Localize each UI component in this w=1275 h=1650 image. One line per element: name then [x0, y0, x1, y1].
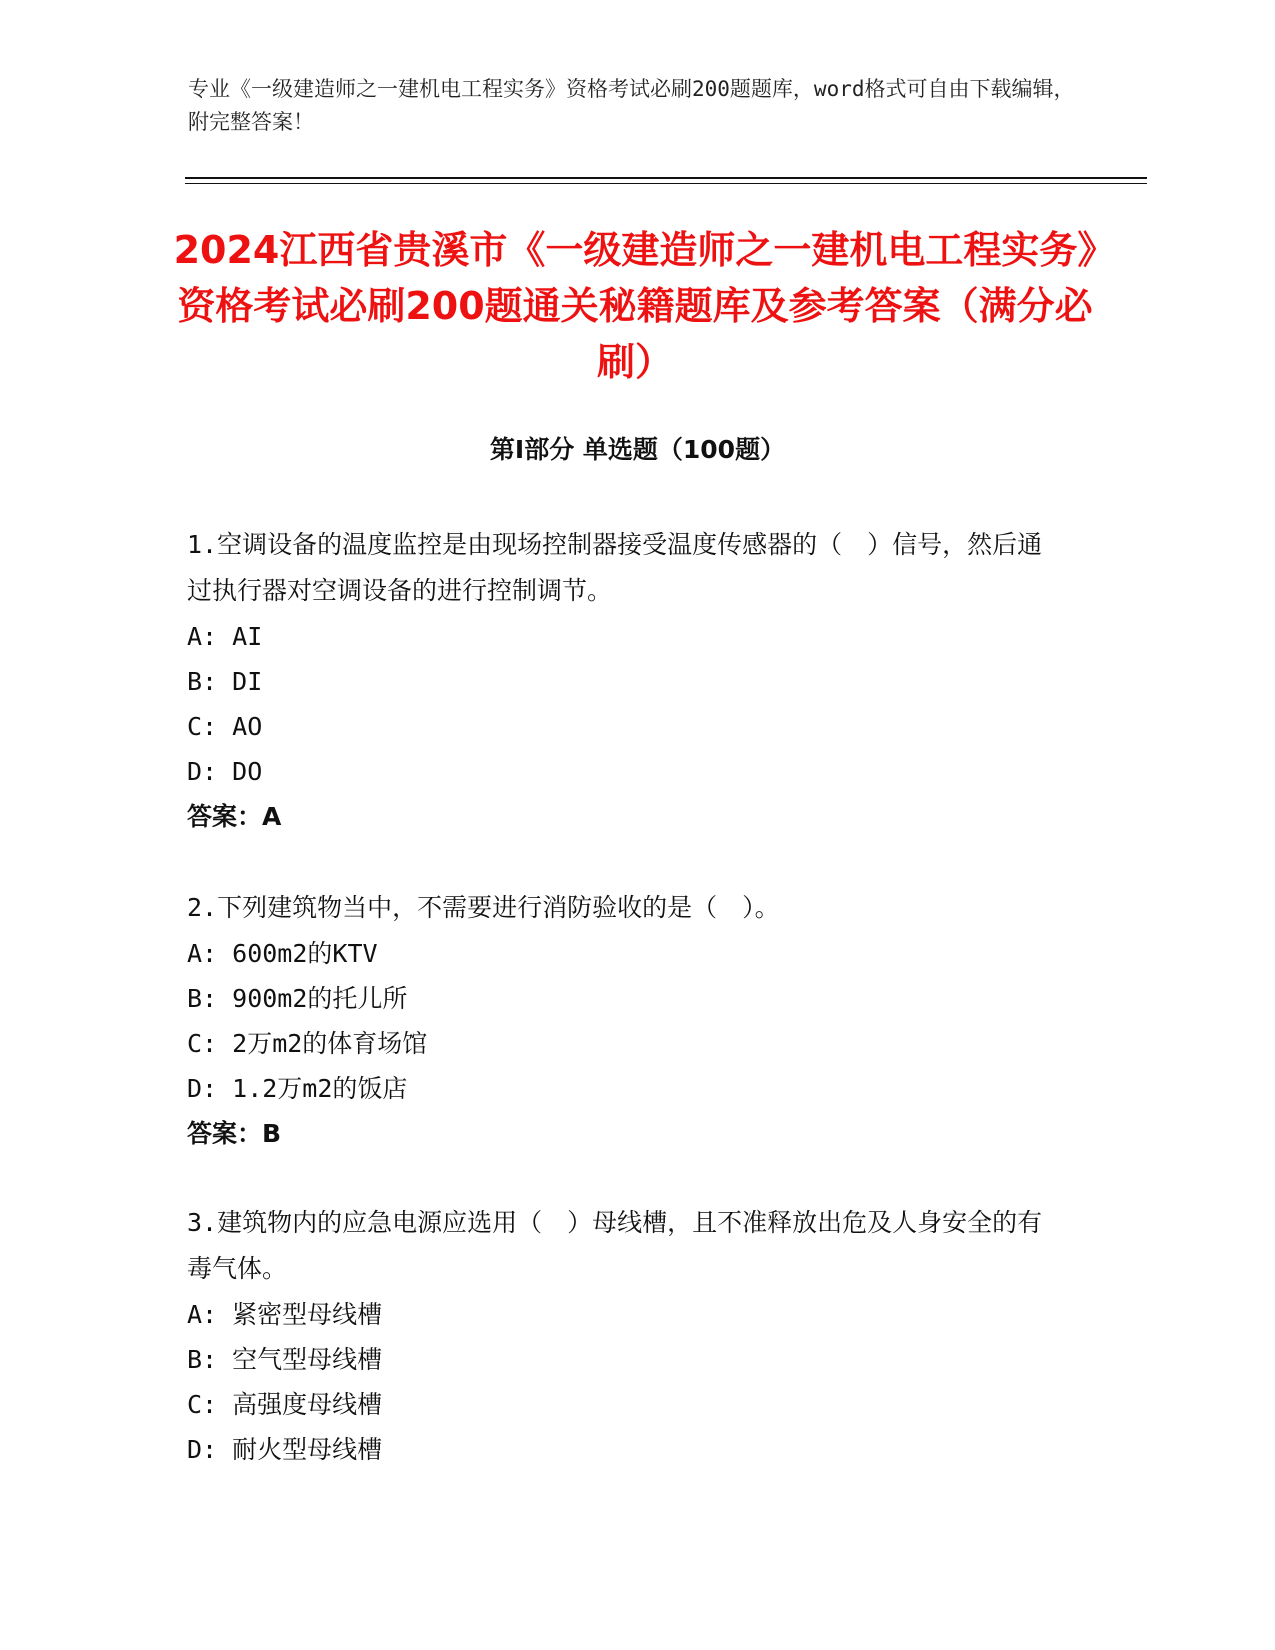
- header-rule-thick: [185, 177, 1147, 179]
- document-title: 2024江西省贵溪市《一级建造师之一建机电工程实务》资格考试必刷200题通关秘籍题库及参考答案（满分必刷）: [173, 228, 1097, 384]
- option-c: C: 2万m2的体育场馆: [187, 1029, 428, 1058]
- option-b: B: 900m2的托儿所: [187, 984, 408, 1013]
- question-1: [187, 522, 1067, 840]
- option-d: D: 1.2万m2的饭店: [187, 1074, 408, 1103]
- option-a: A: 600m2的KTV: [187, 939, 378, 968]
- option-c: C: 高强度母线槽: [187, 1390, 383, 1419]
- header-rule-thin: [185, 183, 1147, 184]
- option-a: A: AI: [187, 622, 263, 651]
- option-b: B: DI: [187, 667, 263, 696]
- answer: 答案：A: [187, 802, 282, 831]
- question-stem: 3.建筑物内的应急电源应选用（ ）母线槽，且不准释放出危及人身安全的有毒气体。: [187, 1208, 1043, 1283]
- answer: 答案：B: [187, 1119, 282, 1148]
- question-stem: 1.空调设备的温度监控是由现场控制器接受温度传感器的（ ）信号，然后通过执行器对空调设备的进行控制调节。: [187, 530, 1043, 605]
- option-b: B: 空气型母线槽: [187, 1345, 383, 1374]
- question-2: [187, 885, 1067, 1157]
- question-stem: 2.下列建筑物当中，不需要进行消防验收的是（ ）。: [187, 893, 780, 922]
- header-note: 专业《一级建造师之一建机电工程实务》资格考试必刷200题题库，word格式可自由下载编辑，附完整答案！: [188, 77, 1075, 134]
- option-c: C: AO: [187, 712, 263, 741]
- option-d: D: 耐火型母线槽: [187, 1435, 383, 1464]
- question-3: [187, 1200, 1067, 1472]
- option-d: D: DO: [187, 757, 263, 786]
- option-a: A: 紧密型母线槽: [187, 1300, 383, 1329]
- section-heading: 第Ⅰ部分 单选题（100题）: [489, 435, 786, 464]
